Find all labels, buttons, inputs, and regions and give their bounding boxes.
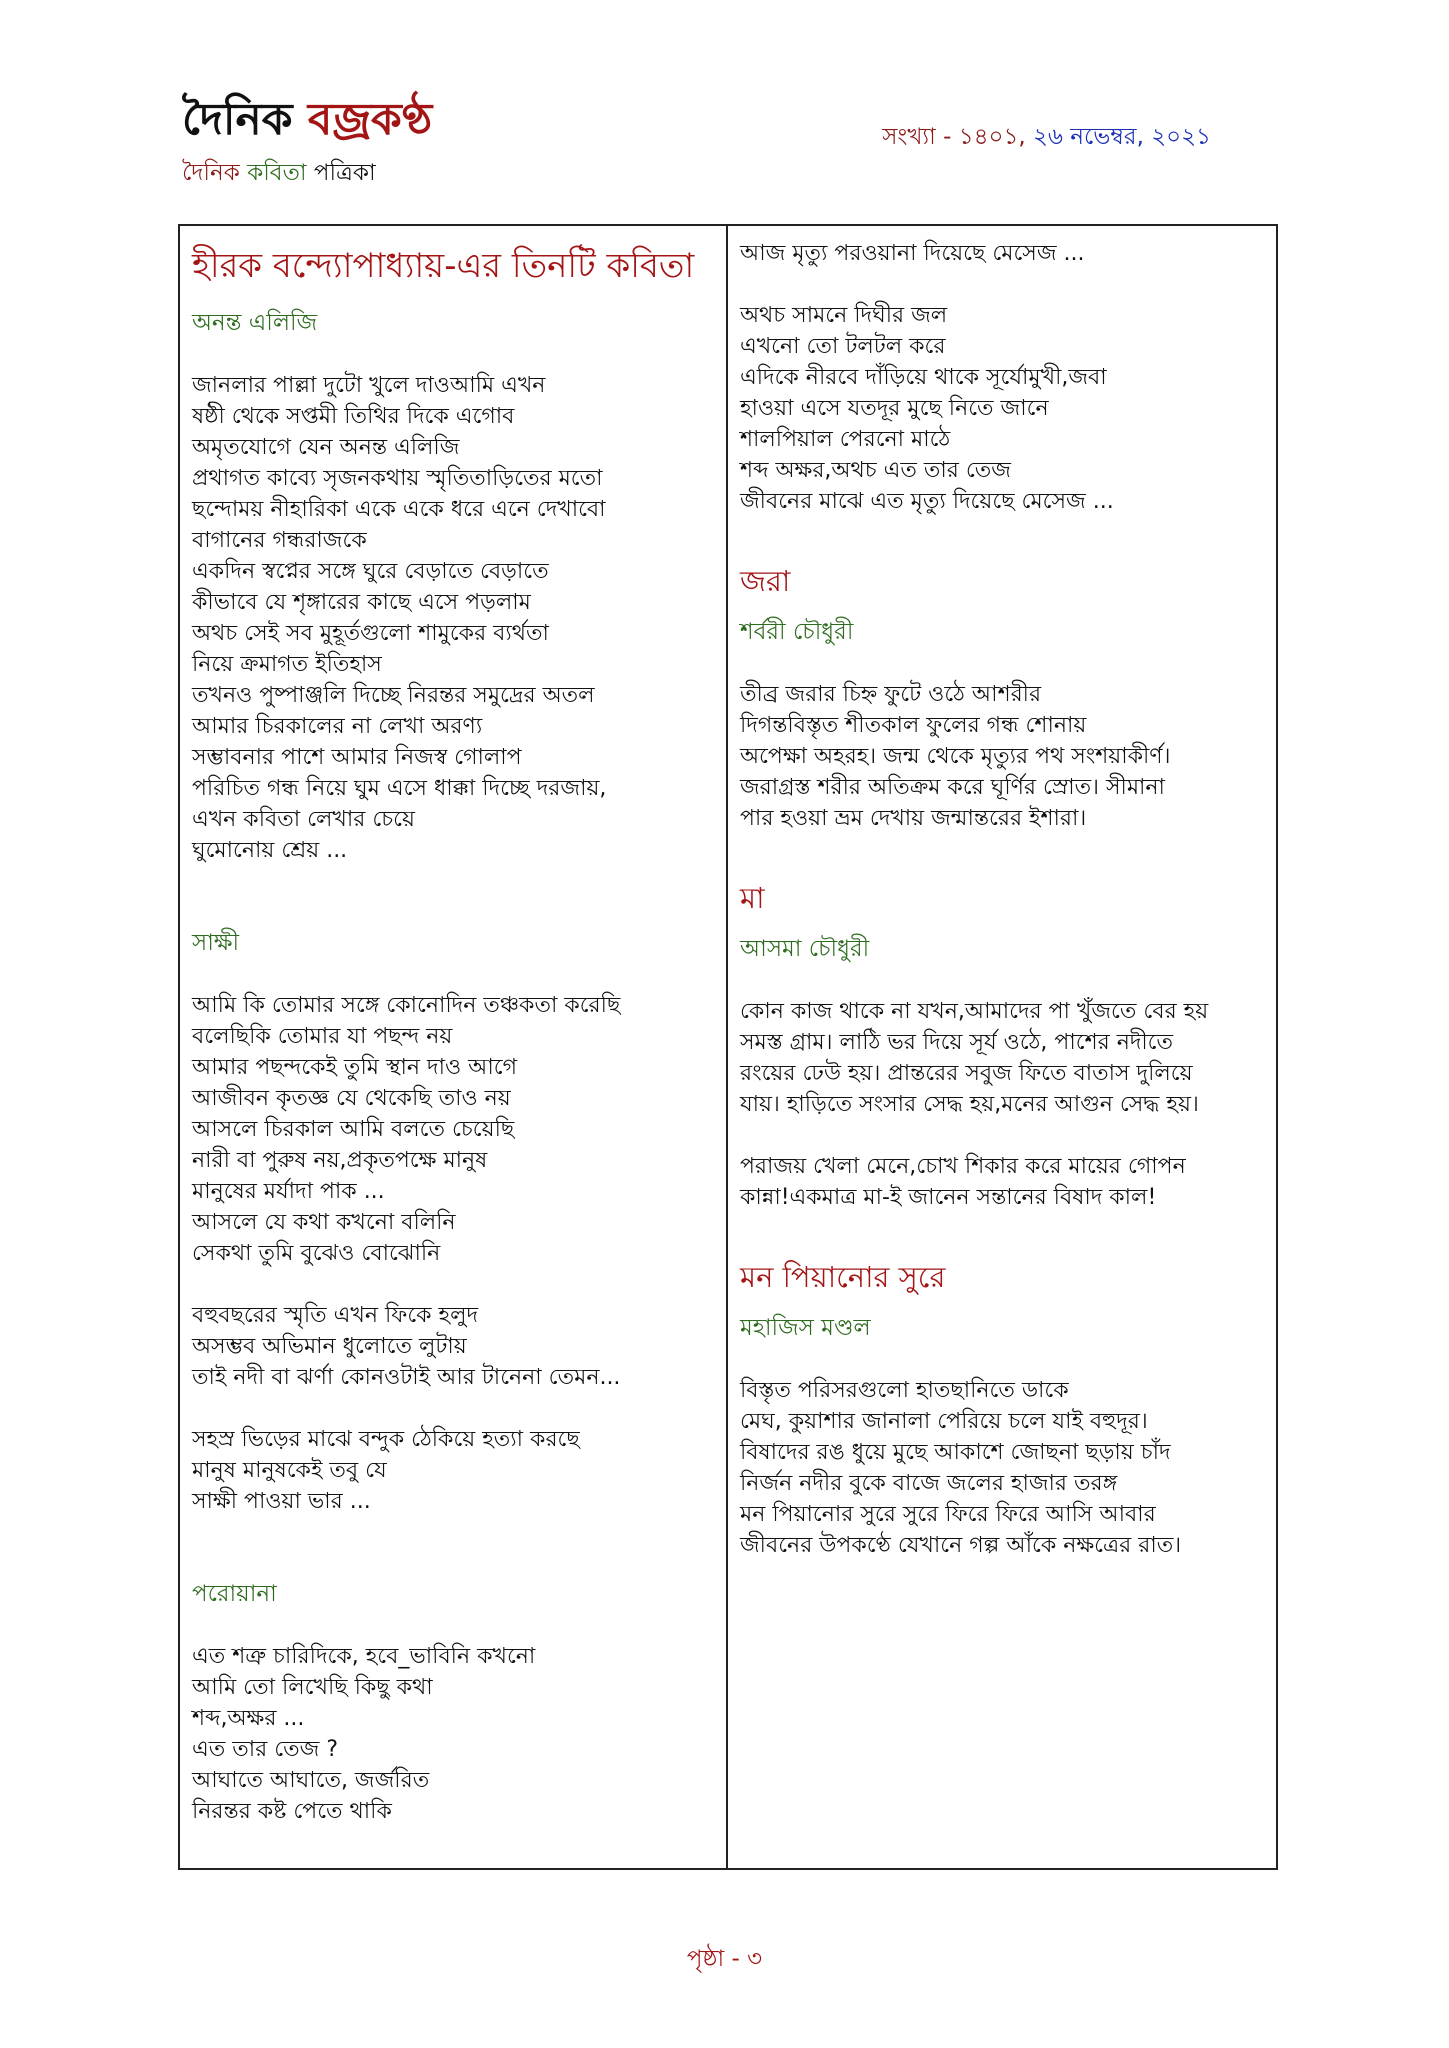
tagline-part-2: কবিতা: [247, 160, 307, 186]
poem-line: আসলে চিরকাল আমি বলতে চেয়েছি: [192, 1117, 515, 1142]
stanza: [740, 1375, 1264, 1561]
poem-line: নিয়ে ক্রমাগত ইতিহাস: [192, 652, 382, 677]
poem-line: সাক্ষী পাওয়া ভার ...: [192, 1489, 371, 1514]
poem-line: সহস্র ভিড়ের মাঝে বন্দুক ঠেকিয়ে হত্যা করছে: [192, 1427, 580, 1452]
stanza: [192, 370, 714, 866]
issue-number: সংখ্যা - ১৪০১,: [882, 124, 1026, 150]
tagline-part-3: পত্রিকা: [313, 160, 376, 186]
stanza: [740, 679, 1264, 834]
poem-author: মহাজিস মণ্ডল: [740, 1315, 871, 1341]
poem-line: সেকথা তুমি বুঝেও বোঝোনি: [192, 1241, 441, 1266]
poem-author: শর্বরী চৌধুরী: [740, 619, 854, 645]
poem-line: জানলার পাল্লা দুটো খুলে দাওআমি এখন: [192, 373, 546, 398]
poem-line: বিস্তৃত পরিসরগুলো হাতছানিতে ডাকে: [740, 1378, 1069, 1403]
poem-line: বহুবছরের স্মৃতি এখন ফিকে হলুদ: [192, 1303, 479, 1328]
poem-line: আমার চিরকালের না লেখা অরণ্য: [192, 714, 483, 739]
poem-line: শব্দ অক্ষর,অথচ এত তার তেজ: [740, 458, 1011, 483]
poem-line: আমার পছন্দকেই তুমি স্থান দাও আগে: [192, 1055, 518, 1080]
poem-line: এখনো তো টলটল করে: [740, 334, 946, 359]
poem-line: নারী বা পুরুষ নয়,প্রকৃতপক্ষে মানুষ: [192, 1148, 488, 1173]
poem-line: এখন কবিতা লেখার চেয়ে: [192, 807, 415, 832]
tagline-part-1: দৈনিক: [182, 160, 240, 186]
logo-part-1: দৈনিক: [182, 94, 293, 145]
stanza: [192, 990, 714, 1269]
poem-line: কান্না!একমাত্র মা-ই জানেন সন্তানের বিষাদ কাল!: [740, 1185, 1157, 1210]
poem-line: একদিন স্বপ্নের সঙ্গে ঘুরে বেড়াতে বেড়াতে: [192, 559, 549, 584]
masthead: [182, 92, 432, 193]
stanza: [740, 238, 1264, 269]
stanza: [740, 1151, 1264, 1213]
poem-line: নিরন্তর কষ্ট পেতে থাকি: [192, 1799, 392, 1824]
poem-line: ছন্দোময় নীহারিকা একে একে ধরে এনে দেখাবো: [192, 497, 606, 522]
poem-line: মন পিয়ানোর সুরে সুরে ফিরে ফিরে আসি আবার: [740, 1502, 1156, 1527]
poem-line: তীব্র জরার চিহ্ন ফুটে ওঠে আশরীর: [740, 682, 1042, 707]
poem-line: এত তার তেজ ?: [192, 1737, 339, 1762]
poem-line: রংয়ের ঢেউ হয়। প্রান্তরের সবুজ ফিতে বাতাস দুলিয়ে: [740, 1061, 1193, 1086]
poem-line: কোন কাজ থাকে না যখন,আমাদের পা খুঁজতে বের হয়: [740, 999, 1209, 1024]
issue-date: ২৬ নভেম্বর, ২০২১: [1033, 124, 1211, 150]
poem-line: জীবনের উপকণ্ঠে যেখানে গল্প আঁকে নক্ষত্রের রাত।: [740, 1533, 1182, 1558]
poem-line: এত শত্রু চারিদিকে, হবে_ভাবিনি কখনো: [192, 1644, 536, 1669]
poem-line: বিষাদের রঙ ধুয়ে মুছে আকাশে জোছনা ছড়ায় চাঁদ: [740, 1440, 1171, 1465]
poem-line: সম্ভাবনার পাশে আমার নিজস্ব গোলাপ: [192, 745, 522, 770]
poem-line: অমৃতযোগে যেন অনন্ত এলিজি: [192, 435, 460, 460]
logo-part-2: বজ্রকণ্ঠ: [307, 94, 433, 145]
poem-title: মা: [740, 881, 765, 915]
stanza: [192, 1641, 714, 1827]
poem-title: জরা: [740, 564, 791, 598]
poem-line: ঘুমোনোয় শ্রেয় ...: [192, 838, 348, 863]
page-number: পৃষ্ঠা - ৩: [686, 1946, 763, 1972]
poem-line: বাগানের গন্ধরাজকে: [192, 528, 367, 553]
poem-line: শালপিয়াল পেরনো মাঠে: [740, 427, 951, 452]
poem-line: অসম্ভব অভিমান ধুলোতে লুটায়: [192, 1334, 467, 1359]
poem-line: ষষ্ঠী থেকে সপ্তমী তিথির দিকে এগোব: [192, 404, 515, 429]
poem-title: সাক্ষী: [192, 930, 240, 956]
poem-title: পরোয়ানা: [192, 1581, 277, 1607]
poem-line: নির্জন নদীর বুকে বাজে জলের হাজার তরঙ্গ: [740, 1471, 1118, 1496]
poem-line: তাই নদী বা ঝর্ণা কোনওটাই আর টানেনা তেমন...: [192, 1365, 621, 1390]
poem-title: অনন্ত এলিজি: [192, 310, 318, 336]
poem-line: আঘাতে আঘাতে, জর্জরিত: [192, 1768, 430, 1793]
poem-line: যায়। হাড়িতে সংসার সেদ্ধ হয়,মনের আগুন সেদ্ধ হয়।: [740, 1092, 1199, 1117]
poem-line: মানুষ মানুষকেই তবু যে: [192, 1458, 387, 1483]
poem-line: আজ মৃত্যু পরওয়ানা দিয়েছে মেসেজ ...: [740, 241, 1085, 266]
poem-line: অপেক্ষা অহরহ। জন্ম থেকে মৃত্যুর পথ সংশয়াকীর্ণ।: [740, 744, 1171, 769]
poem-line: পরাজয় খেলা মেনে,চোখ শিকার করে মায়ের গোপন: [740, 1154, 1186, 1179]
poem-line: তখনও পুষ্পাঞ্জলি দিচ্ছে নিরন্তর সমুদ্রের অতল: [192, 683, 595, 708]
poem-title: মন পিয়ানোর সুরে: [740, 1260, 946, 1294]
stanza: [192, 1300, 714, 1393]
newspaper-logo: [182, 92, 432, 148]
poem-line: মানুষের মর্যাদা পাক ...: [192, 1179, 385, 1204]
stanza: [740, 300, 1264, 517]
poem-line: পরিচিত গন্ধ নিয়ে ঘুম এসে ধাক্কা দিচ্ছে দরজায়,: [192, 776, 607, 801]
poem-line: জীবনের মাঝে এত মৃত্যু দিয়েছে মেসেজ ...: [740, 489, 1114, 514]
stanza: [740, 996, 1264, 1120]
poem-author: আসমা চৌধুরী: [740, 936, 870, 962]
right-column: [728, 226, 1276, 1868]
poem-line: আসলে যে কথা কখনো বলিনি: [192, 1210, 456, 1235]
left-column: [180, 226, 728, 1868]
page-title: হীরক বন্দ্যোপাধ্যায়-এর তিনটি কবিতা: [192, 246, 695, 286]
stanza: [192, 1424, 714, 1517]
issue-info: [882, 118, 1211, 157]
poem-line: এদিকে নীরবে দাঁড়িয়ে থাকে সূর্যোমুখী,জবা: [740, 365, 1107, 390]
poem-line: অথচ সেই সব মুহূর্তগুলো শামুকের ব্যর্থতা: [192, 621, 549, 646]
poem-line: পার হওয়া ভ্রম দেখায় জন্মান্তরের ইশারা।: [740, 806, 1087, 831]
poem-line: হাওয়া এসে যতদূর মুছে নিতে জানে: [740, 396, 1049, 421]
tagline: [182, 154, 432, 193]
poem-line: দিগন্তবিস্তৃত শীতকাল ফুলের গন্ধ শোনায়: [740, 713, 1087, 738]
poem-line: আমি তো লিখেছি কিছু কথা: [192, 1675, 433, 1700]
poem-line: সমস্ত গ্রাম। লাঠি ভর দিয়ে সূর্য ওঠে, পাশের নদীতে: [740, 1030, 1174, 1055]
poem-line: বলেছিকি তোমার যা পছন্দ নয়: [192, 1024, 453, 1049]
poem-line: আমি কি তোমার সঙ্গে কোনোদিন তঞ্চকতা করেছি: [192, 993, 621, 1018]
poem-line: অথচ সামনে দিঘীর জল: [740, 303, 948, 328]
poem-line: মেঘ, কুয়াশার জানালা পেরিয়ে চলে যাই বহুদূর।: [740, 1409, 1148, 1434]
poem-line: আজীবন কৃতজ্ঞ যে থেকেছি তাও নয়: [192, 1086, 511, 1111]
poem-line: প্রথাগত কাব্যে সৃজনকথায় স্মৃতিতাড়িতের মতো: [192, 466, 603, 491]
poem-line: কীভাবে যে শৃঙ্গারের কাছে এসে পড়লাম: [192, 590, 531, 615]
poem-line: জরাগ্রস্ত শরীর অতিক্রম করে ঘূর্ণির স্রোত। সীমানা: [740, 775, 1165, 800]
poem-line: শব্দ,অক্ষর ...: [192, 1706, 305, 1731]
content-box: [178, 224, 1278, 1870]
